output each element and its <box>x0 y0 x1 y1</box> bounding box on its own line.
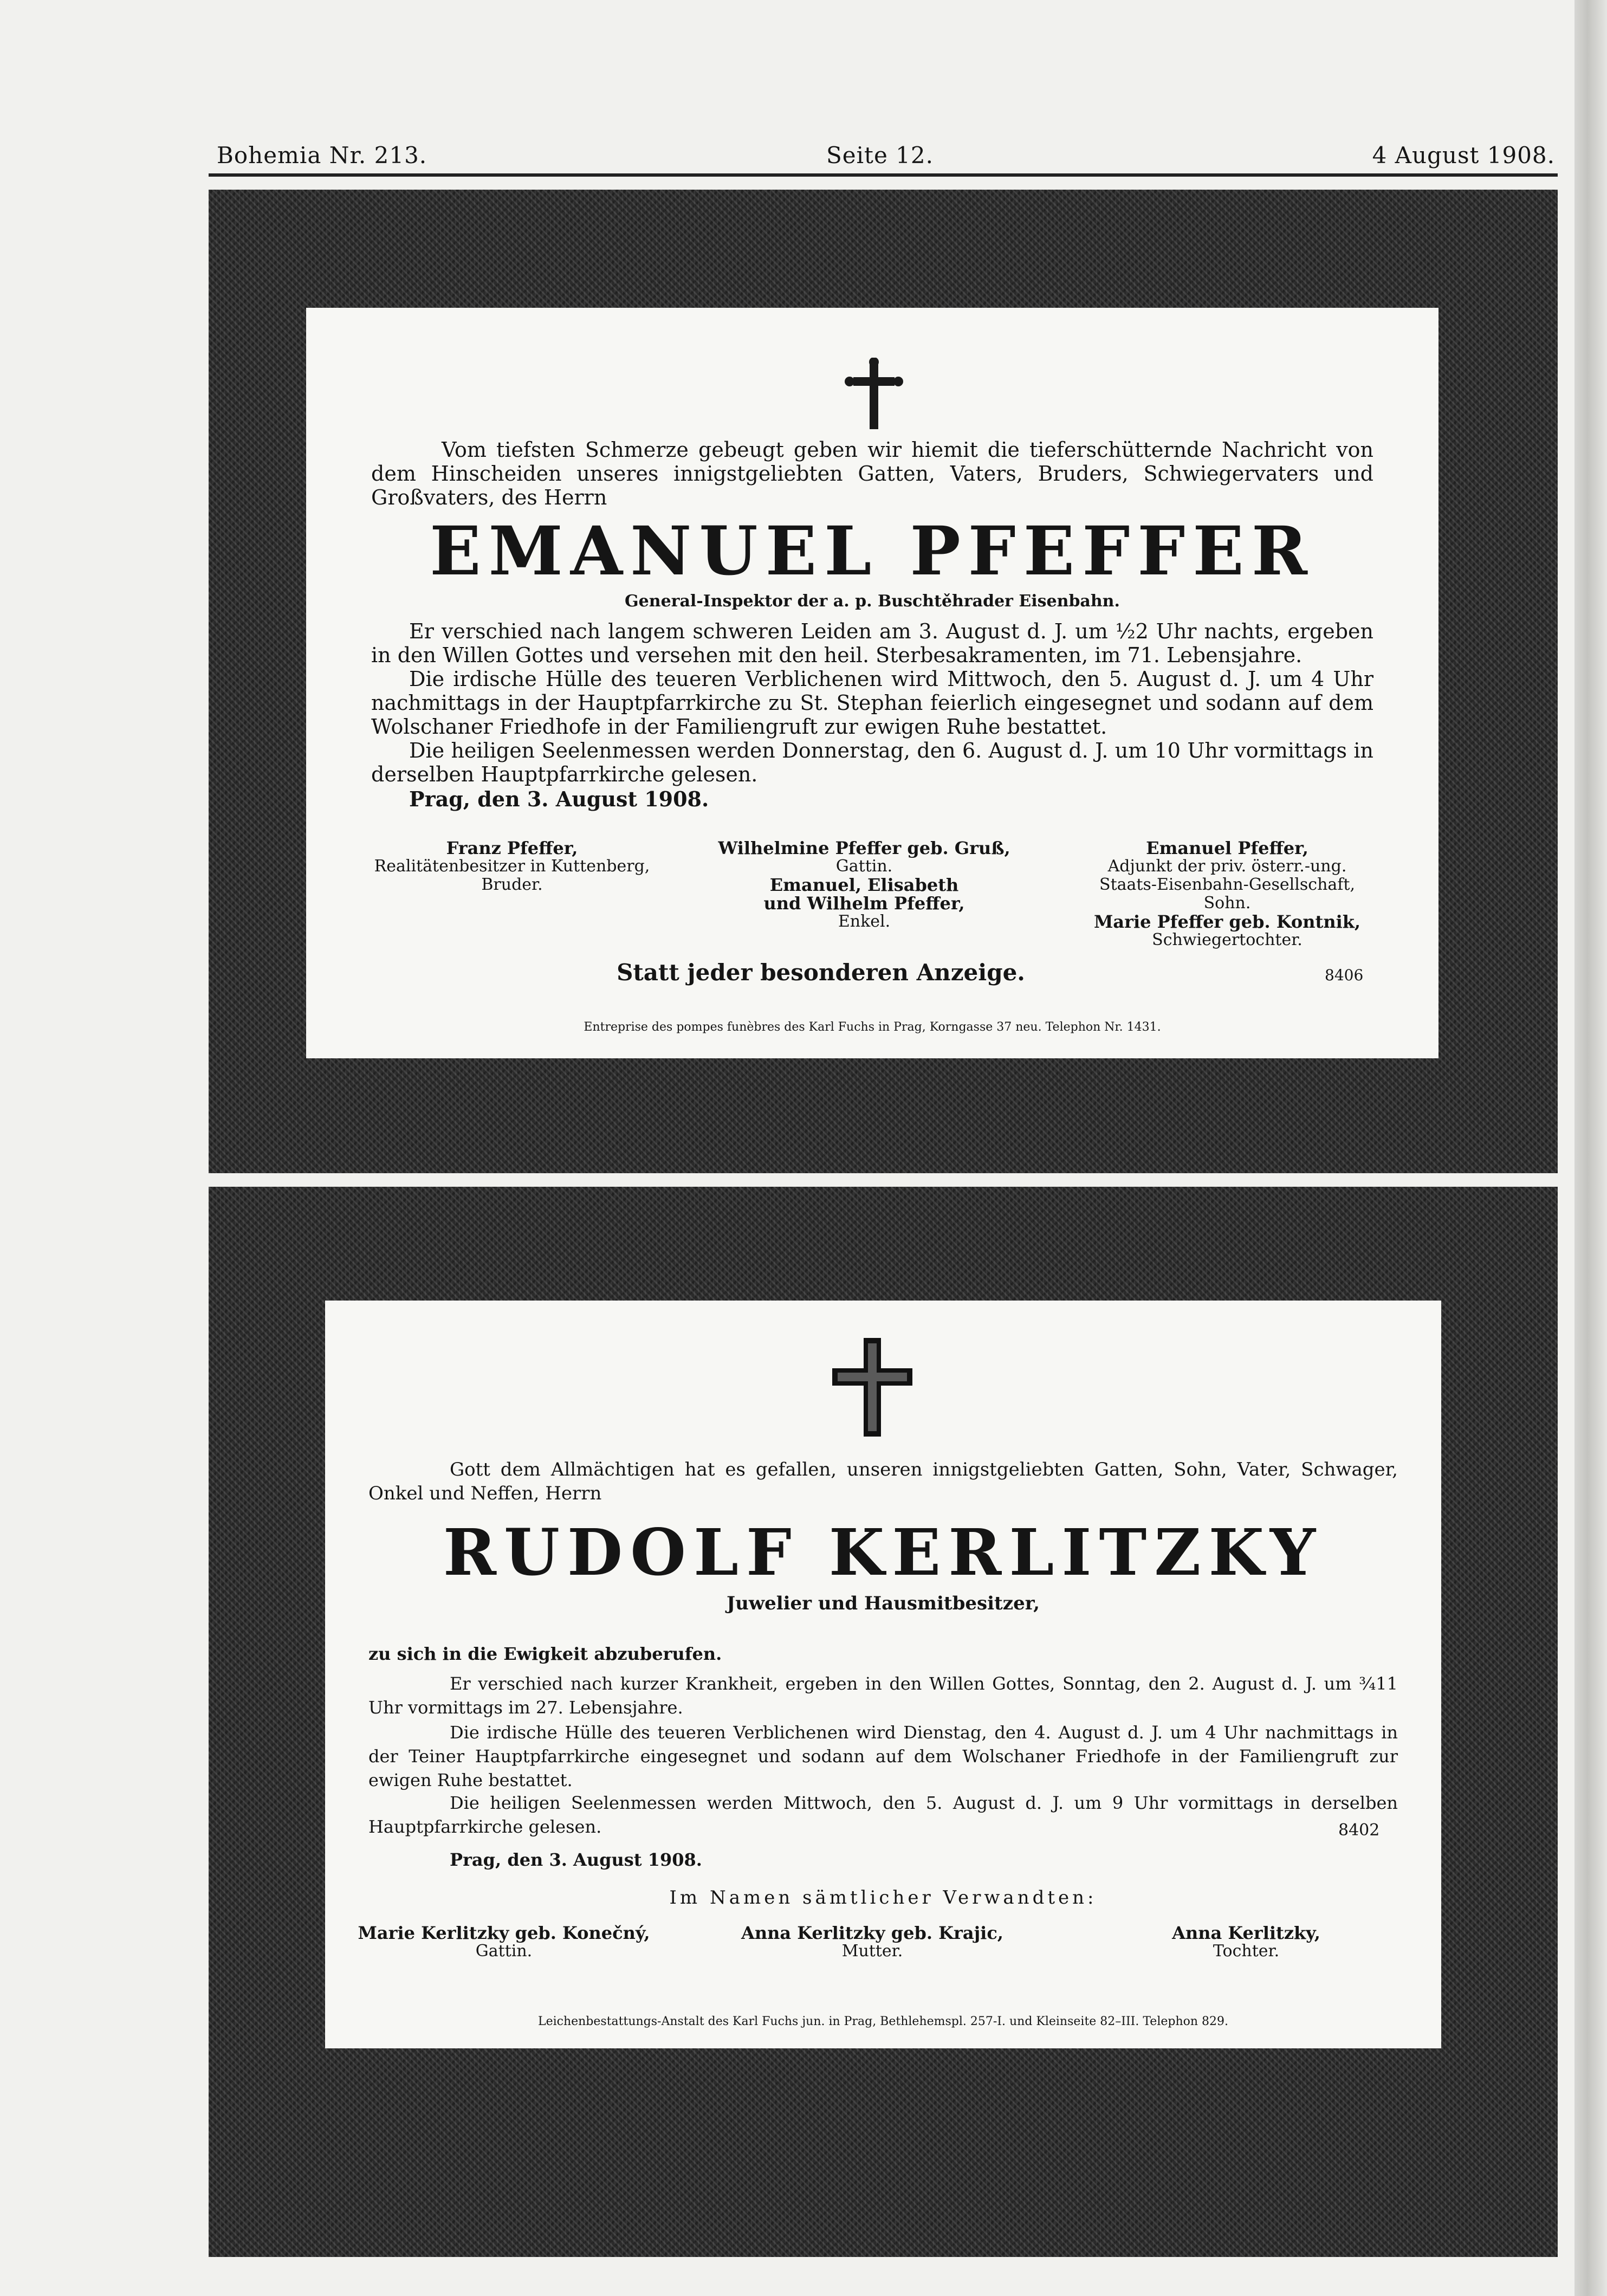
ad-number: 8406 <box>1325 966 1364 984</box>
undertaker-footer: Entreprise des pompes funèbres des Karl Fuchs in Prag, Korngasse 37 neu. Telephon Nr. 1431. <box>584 1020 1161 1034</box>
undertaker-footer: Leichenbestattungs-Anstalt des Karl Fuchs jun. in Prag, Bethlehemspl. 257-I. und Kleinseite 82–III. Telephon 829. <box>537 2015 1229 2028</box>
signatory-relation: Enkel. <box>838 912 891 931</box>
signatory-name: Anna Kerlitzky geb. Krajic, <box>741 1923 1003 1943</box>
signatory-name: Wilhelmine Pfeffer geb. Gruß, <box>718 838 1010 858</box>
page-header <box>217 142 1555 169</box>
place-date: Prag, den 3. August 1908. <box>450 1849 702 1870</box>
obituary-funeral-notice: Die irdische Hülle des teueren Verblichenen wird Mittwoch, den 5. August d. J. um 4 Uhr nachmittags in der Hauptpfarrkirche zu St. Stephan feierlich eingesegnet und sodann auf dem Wolschaner Friedhofe in der Familiengruft zur ewigen Ruhe bestattet. <box>371 667 1373 739</box>
obituary-line: zu sich in die Ewigkeit abzuberufen. <box>368 1644 722 1664</box>
signatory-name: Emanuel Pfeffer, <box>1146 838 1308 858</box>
signatory-role: Realitätenbesitzer in Kuttenberg, <box>374 857 650 876</box>
header-date: 4 August 1908. <box>1372 142 1555 169</box>
place-date: Prag, den 3. August 1908. <box>409 787 709 811</box>
signatory-son <box>1065 839 1390 949</box>
obituary-death-notice: Er verschied nach kurzer Krankheit, ergeben in den Willen Gottes, Sonntag, den 2. August d. J. um ¾11 Uhr vormittags im 27. Lebensjahre. <box>368 1673 1398 1718</box>
obituary-card-kerlitzky <box>325 1301 1441 2048</box>
signatory-name: Franz Pfeffer, <box>446 838 578 858</box>
obituary-mass-notice: Die heiligen Seelenmessen werden Donnerstag, den 6. August d. J. um 10 Uhr vormittags in derselben Hauptpfarrkirche gelesen. <box>371 739 1373 786</box>
signatory-wife <box>352 1924 656 1961</box>
signatory-role: Adjunkt der priv. österr.-ung. <box>1107 857 1347 876</box>
relatives-heading: Im Namen sämtlicher Verwandten: <box>669 1887 1097 1909</box>
signatory-family <box>702 839 1027 931</box>
signatory-brother <box>371 839 653 894</box>
signatory-name: Marie Pfeffer geb. Kontnik, <box>1093 911 1361 932</box>
signatory-relation: Mutter. <box>841 1942 903 1961</box>
deceased-title: General-Inspektor der a. p. Buschtěhrader Eisenbahn. <box>625 592 1120 611</box>
deceased-name: EMANUEL PFEFFER <box>430 512 1315 591</box>
ad-number: 8402 <box>1338 1821 1380 1840</box>
signatory-role: Staats-Eisenbahn-Gesellschaft, <box>1099 875 1355 894</box>
obituary-death-notice: Er verschied nach langem schweren Leiden am 3. August d. J. um ½2 Uhr nachts, ergeben in den Willen Gottes und versehen mit den heil. Sterbesakramenten, im 71. Lebensjahre. <box>371 619 1373 667</box>
signatory-relation: Sohn. <box>1203 894 1251 913</box>
signatory-relation: Gattin. <box>475 1942 533 1961</box>
deceased-name: RUDOLF KERLITZKY <box>443 1515 1324 1590</box>
obituary-mass-notice: Die heiligen Seelenmessen werden Mittwoch, den 5. August d. J. um 9 Uhr vormittags in derselben Hauptpfarrkirche gelesen. <box>368 1793 1398 1837</box>
obituary-card-pfeffer <box>306 308 1438 1058</box>
header-rule <box>209 173 1558 177</box>
signatory-relation: Schwiegertochter. <box>1152 930 1303 949</box>
header-page-number: Seite 12. <box>826 142 934 169</box>
notice-line: Statt jeder besonderen Anzeige. <box>617 959 1025 986</box>
cross-icon <box>844 358 904 434</box>
signatory-name: Anna Kerlitzky, <box>1172 1923 1320 1943</box>
page-gutter <box>1574 0 1607 2296</box>
signatory-name: Emanuel, Elisabeth <box>769 875 959 895</box>
cross-icon <box>829 1336 916 1439</box>
signatory-relation: Tochter. <box>1213 1942 1280 1961</box>
obituary-intro: Gott dem Allmächtigen hat es gefallen, unseren innigstgeliebten Gatten, Sohn, Vater, Schwager, Onkel und Neffen, Herrn <box>368 1459 1398 1504</box>
signatory-relation: Gattin. <box>835 857 893 876</box>
obituary-funeral-notice: Die irdische Hülle des teueren Verblichenen wird Dienstag, den 4. August d. J. um 4 Uhr nachmittags in der Teiner Hauptpfarrkirche eingesegnet und sodann auf dem Wolschaner Friedhofe in der Familiengruft zur ewigen Ruhe bestattet. <box>368 1722 1398 1790</box>
header-publication: Bohemia Nr. 213. <box>217 142 427 169</box>
signatory-daughter <box>1094 1924 1398 1961</box>
obituary-intro: Vom tiefsten Schmerze gebeugt geben wir hiemit die tieferschütternde Nachricht von dem Hinscheiden unseres innigstgeliebten Gatten, Vaters, Bruders, Schwiegervaters und Großvaters, des Herrn <box>371 438 1373 509</box>
deceased-title: Juwelier und Hausmitbesitzer, <box>727 1593 1040 1614</box>
signatory-relation: Bruder. <box>481 875 543 894</box>
signatory-name: und Wilhelm Pfeffer, <box>763 893 965 914</box>
signatory-mother <box>715 1924 1029 1961</box>
signatory-name: Marie Kerlitzky geb. Konečný, <box>358 1923 650 1943</box>
